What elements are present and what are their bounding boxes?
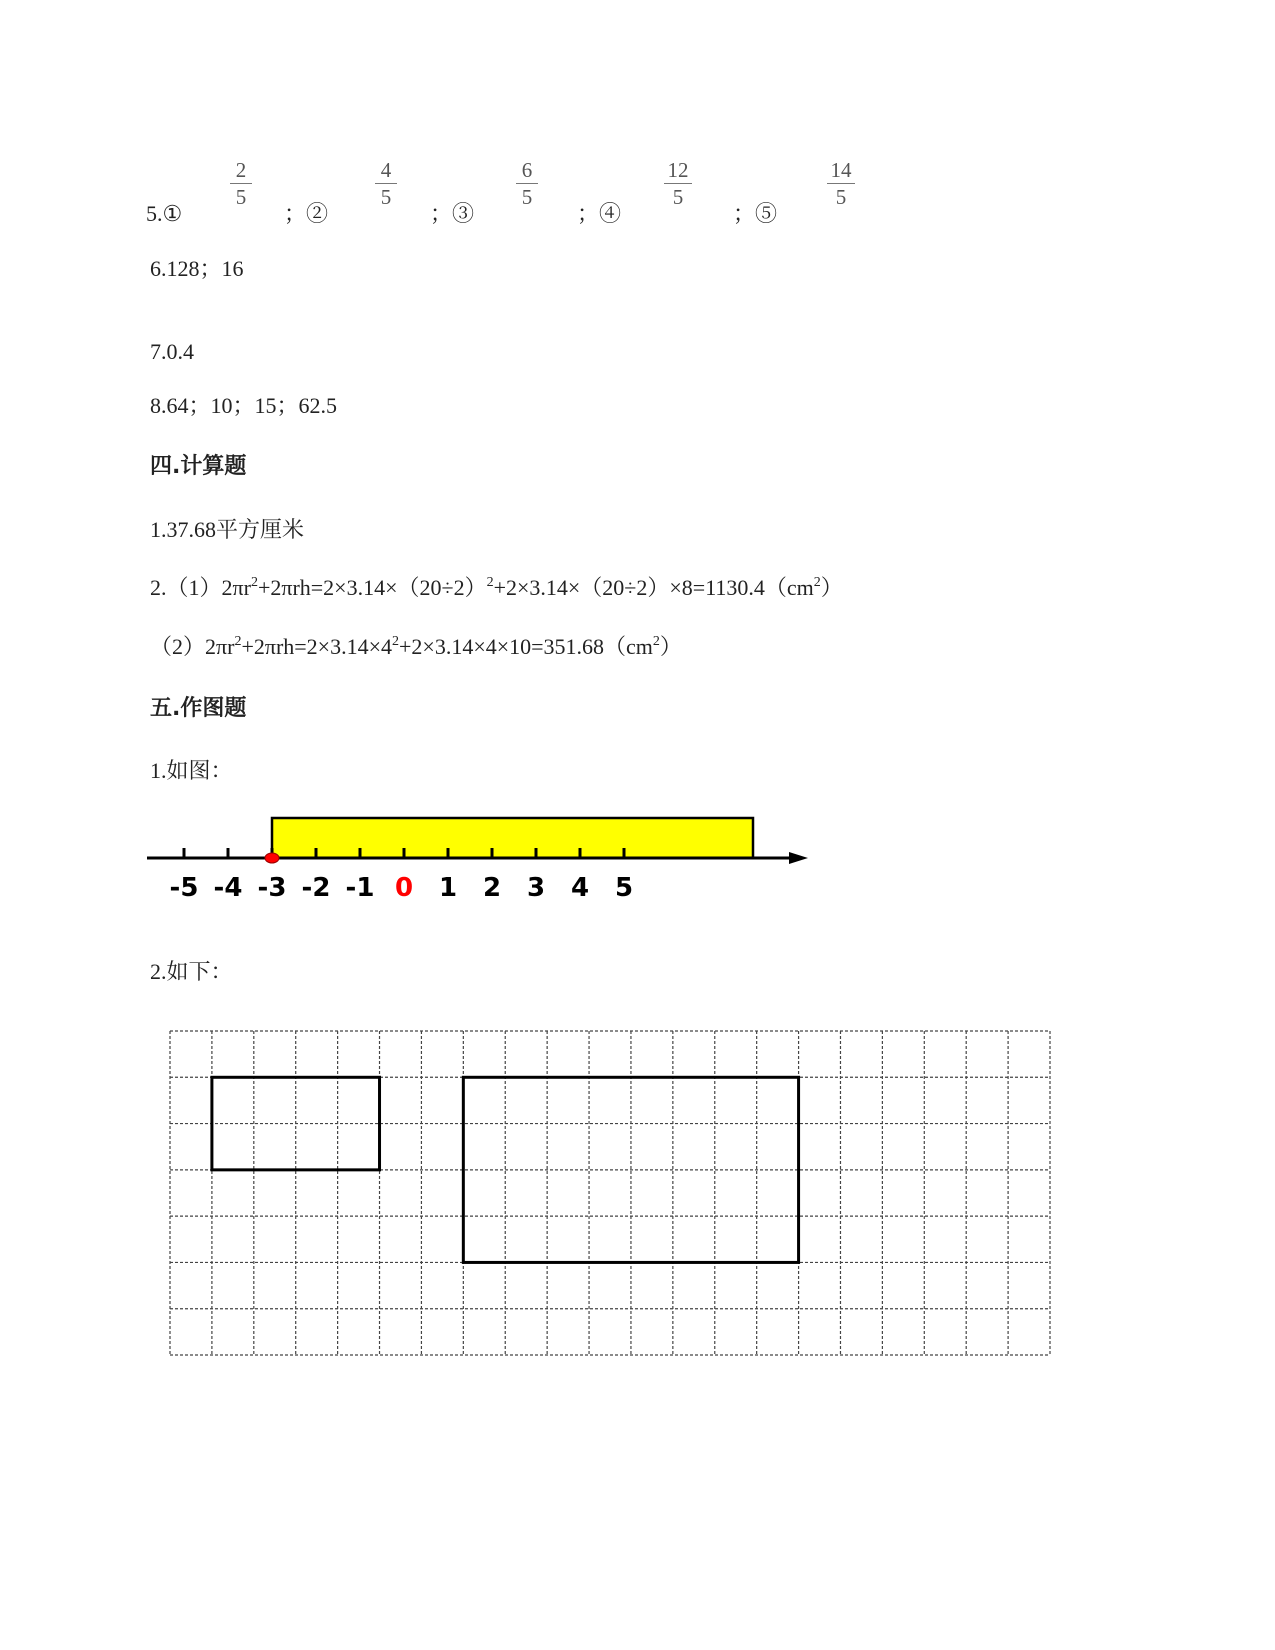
tick-label: -5 bbox=[169, 873, 199, 903]
start-point bbox=[265, 853, 279, 863]
tick-label: 0 bbox=[394, 873, 414, 903]
highlight-region bbox=[272, 818, 753, 858]
tick-label: -1 bbox=[345, 873, 375, 903]
q5-fraction-3: 6 5 bbox=[516, 158, 538, 209]
q5-marker-1: ① bbox=[162, 201, 183, 226]
tick-label: 1 bbox=[438, 873, 458, 903]
section4-title: 四.计算题 bbox=[150, 454, 247, 479]
tick-label: 3 bbox=[526, 873, 546, 903]
tick-label: -2 bbox=[301, 873, 331, 903]
tick-label: -4 bbox=[213, 873, 243, 903]
q5-item-5: ；⑤ bbox=[733, 201, 778, 226]
q7-answer: 7.0.4 bbox=[150, 339, 194, 364]
q8-answer: 8.64；10；15；62.5 bbox=[150, 393, 338, 418]
tick-label: 2 bbox=[482, 873, 502, 903]
tick-label: 4 bbox=[570, 873, 590, 903]
section5-q1-label: 1.如图： bbox=[150, 758, 233, 783]
q5-prefix: 5.① bbox=[146, 201, 183, 226]
tick-label: 5 bbox=[614, 873, 634, 903]
q5-item-4: ；④ bbox=[577, 201, 622, 226]
q6-answer: 6.128；16 bbox=[150, 256, 244, 281]
q5-fraction-2: 4 5 bbox=[375, 158, 397, 209]
section5-q2-label: 2.如下： bbox=[150, 959, 233, 984]
section4-q2-part1: $2.(1)2\pi r^2+2\pi rh=2\times 3.14\times(20\div 2)^2+2\times 3.14\times(20\div 2)\times 8=1130.4(cm^2)$ bbox=[150, 575, 843, 600]
q5-item-2: ；② bbox=[284, 201, 329, 226]
q5-item-3: ；③ bbox=[430, 201, 475, 226]
number-line-figure bbox=[145, 808, 825, 918]
q5-fraction-1: 2 5 bbox=[230, 158, 252, 209]
grid-figure bbox=[168, 1029, 1063, 1364]
tick-label: -3 bbox=[257, 873, 287, 903]
q5-fraction-4: 12 5 bbox=[664, 158, 692, 209]
section4-q2-part2: $(2)2\pi r^2+2\pi rh=2\times 3.14\times 4^2+2\times 3.14\times 4\times 10=351.68(cm^2)$ bbox=[150, 634, 682, 659]
q5-fraction-5: 14 5 bbox=[827, 158, 855, 209]
section4-q1: 1.37.68平方厘米 bbox=[150, 517, 305, 542]
arrow-head-icon bbox=[789, 852, 808, 864]
section5-title: 五.作图题 bbox=[150, 696, 247, 721]
